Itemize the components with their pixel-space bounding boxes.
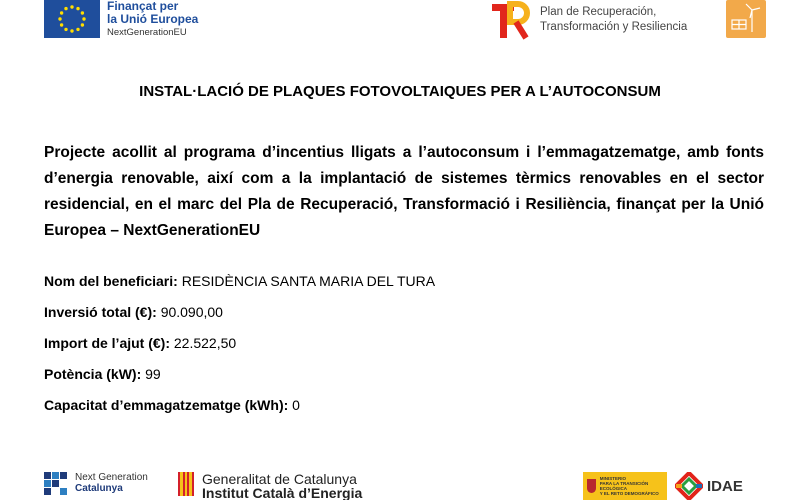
- field-label: Nom del beneficiari:: [44, 273, 178, 289]
- eu-logo-line3: NextGenerationEU: [107, 26, 187, 38]
- prtr-line2: Transformación y Resiliencia: [540, 21, 688, 33]
- prtr-logo: [492, 0, 687, 40]
- prtr-line1: Plan de Recuperación,: [540, 6, 657, 19]
- idae-logo: [675, 472, 743, 500]
- prtr-icon: [492, 0, 532, 40]
- eu-logo-line1: Finançat per: [107, 0, 179, 14]
- gencat-line2: Institut Català d’Energia: [202, 485, 363, 500]
- senyera-icon: [178, 472, 194, 496]
- eu-funding-logo: [44, 0, 198, 38]
- project-details: [44, 272, 744, 427]
- ministry-line3: Y EL RETO DEMOGRÁFICO: [599, 491, 659, 496]
- field-storage-capacity: [44, 396, 744, 427]
- ministry-line1: MINISTERIO: [599, 476, 626, 481]
- document-title: INSTAL·LACIÓ DE PLAQUES FOTOVOLTAIQUES PER A L’AUTOCONSUM: [139, 83, 661, 100]
- ngc-line2: Catalunya: [75, 483, 123, 494]
- field-label: Potència (kW):: [44, 366, 142, 382]
- field-label: Capacitat d’emmagatzematge (kWh):: [44, 397, 289, 413]
- ministry-logo: [583, 472, 667, 500]
- field-power: [44, 365, 744, 396]
- field-value: 0: [292, 397, 300, 413]
- eu-logo-line2: la Unió Europea: [107, 12, 199, 27]
- field-beneficiary: [44, 272, 744, 303]
- next-generation-catalunya-logo: [44, 472, 148, 500]
- gencat-line1: Generalitat de Catalunya: [202, 471, 357, 487]
- generalitat-logo: [178, 472, 362, 500]
- field-value: 99: [145, 366, 161, 382]
- eu-flag-icon: [44, 0, 100, 38]
- field-total-investment: [44, 303, 744, 334]
- idae-icon: [675, 472, 703, 500]
- ngc-grid-icon: [44, 472, 68, 496]
- field-grant-amount: [44, 334, 744, 365]
- field-label: Inversió total (€):: [44, 304, 157, 320]
- ministry-line2: PARA LA TRANSICIÓN ECOLÓGICA: [599, 481, 649, 491]
- field-value: 22.522,50: [173, 335, 237, 351]
- spain-shield-icon: [587, 479, 596, 493]
- idae-text: IDAE: [707, 477, 743, 495]
- field-value: 90.090,00: [160, 304, 223, 320]
- ngc-line1: Next Generation: [75, 472, 148, 483]
- field-value: RESIDÈNCIA SANTA MARIA DEL TURA: [181, 273, 436, 289]
- wind-solar-icon: [726, 0, 766, 38]
- project-description: Projecte acollit al programa d’incentius lligats a l’autoconsum i l’emmagatzematge, amb fonts d’energia renovable, així com a la implantació de sistemes tèrmics renovables en el sector residencial, en el marc del Pla de Recuperació, Transformació i Resiliència, finançat per la Unió Europea – NextGenerationEU: [44, 144, 764, 239]
- field-label: Import de l’ajut (€):: [44, 335, 170, 351]
